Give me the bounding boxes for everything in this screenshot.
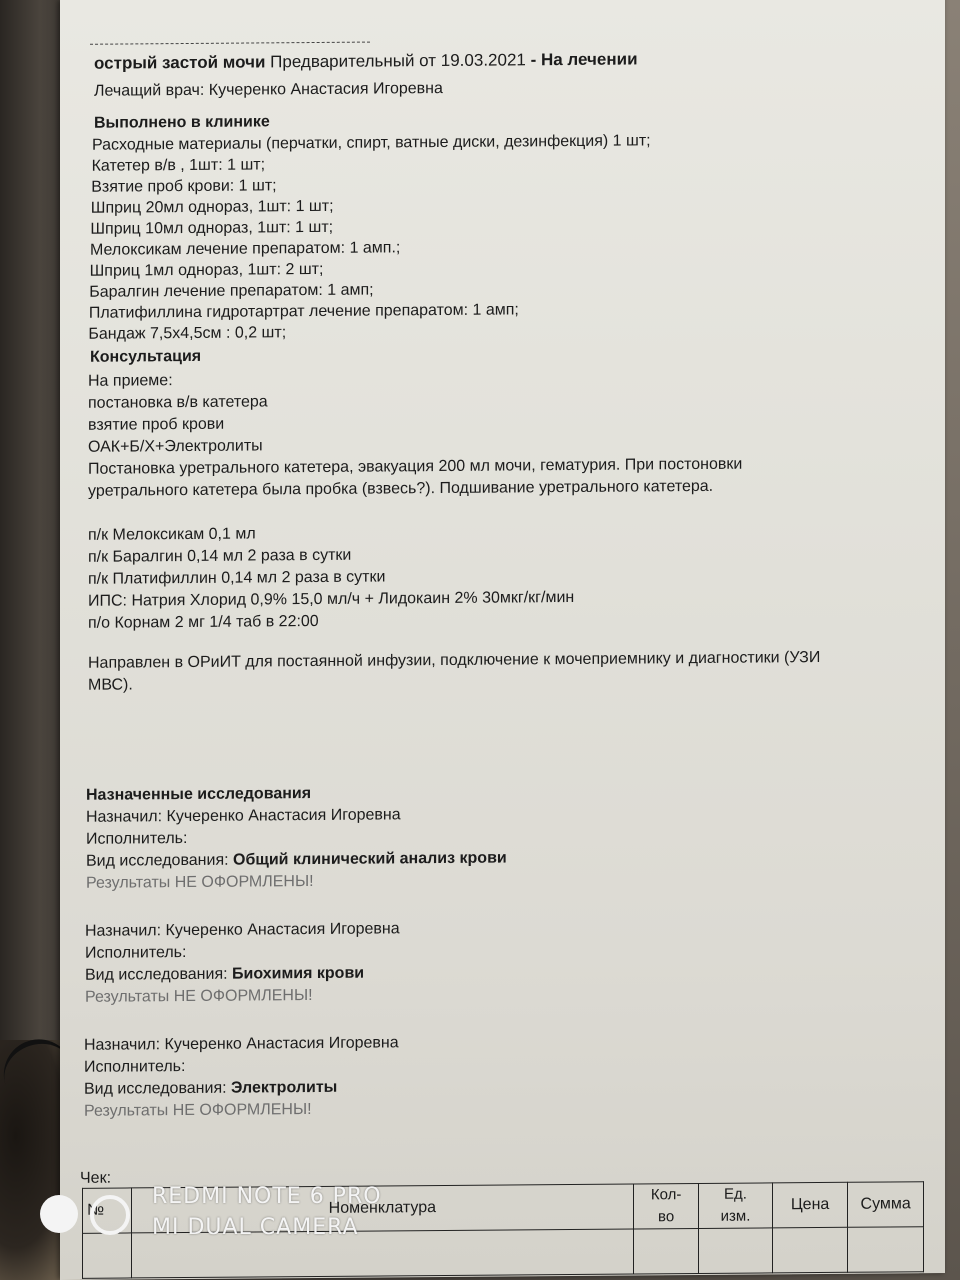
document-content	[84, 31, 930, 1120]
assigned-label: Назначил:	[84, 1036, 165, 1054]
diagnosis-line	[94, 49, 638, 73]
consultation-note: постановка в/в катетера	[88, 393, 268, 412]
diagnosis-date: Предварительный от 19.03.2021	[265, 50, 526, 72]
performed-item: Баралгин лечение препаратом: 1 амп;	[89, 281, 374, 301]
watermark-camera: MI DUAL CAMERA	[152, 1215, 359, 1240]
consultation-title: Консультация	[90, 347, 202, 366]
study-type	[84, 1078, 337, 1100]
consultation-note: На приеме:	[88, 372, 173, 390]
performed-title: Выполнено в клинике	[94, 113, 270, 132]
study-result: Результаты НЕ ОФОРМЛЕНЫ!	[86, 873, 314, 892]
medication-item: п/о Корнам 2 мг 1/4 таб в 22:00	[88, 612, 319, 632]
performed-item: Расходные материалы (перчатки, спирт, ватные диски, дезинфекция) 1 шт;	[92, 132, 651, 154]
study-type-value: Электролиты	[231, 1078, 338, 1097]
assigned-doctor: Кучеренко Анастасия Игоревна	[165, 920, 400, 940]
col-number: №	[83, 1188, 132, 1233]
medication-item: п/к Мелоксикам 0,1 мл	[88, 525, 256, 544]
check-cell	[848, 1227, 924, 1273]
study-type-label: Вид исследования:	[84, 1079, 231, 1098]
col-price: Цена	[772, 1182, 848, 1228]
study-executor: Исполнитель:	[84, 1058, 186, 1076]
study-assigned	[86, 805, 401, 827]
study-type-label: Вид исследования:	[85, 965, 232, 984]
check-label: Чек:	[80, 1169, 112, 1187]
studies-title: Назначенные исследования	[86, 785, 312, 804]
study-type	[85, 964, 364, 986]
medication-item: ИПС: Натрия Хлорид 0,9% 15,0 мл/ч + Лидокаин 2% 30мкг/кг/мин	[88, 588, 575, 610]
performed-item: Взятие проб крови: 1 шт;	[91, 177, 277, 196]
medication-item: п/к Платифиллин 0,14 мл 2 раза в сутки	[88, 568, 386, 588]
col-nomenclature: Номенклатура	[131, 1184, 633, 1233]
consultation-note: взятие проб крови	[88, 415, 225, 434]
check-cell	[83, 1233, 132, 1278]
document-page	[60, 0, 945, 1280]
consultation-note: ОАК+Б/Х+Электролиты	[88, 437, 263, 456]
watermark-model: REDMI NOTE 6 PRO	[152, 1184, 382, 1209]
performed-item: Шприц 10мл однораз, 1шт: 1 шт;	[90, 218, 334, 238]
performed-item: Шприц 20мл однораз, 1шт: 1 шт;	[90, 197, 334, 217]
referral-text: Направлен в ОРиИТ для постаянной инфузии, подключение к мочеприемнику и диагностики (УЗИ	[88, 649, 821, 672]
consultation-note: Постановка уретрального катетера, эвакуация 200 мл мочи, гематурия. При постоновки	[88, 455, 743, 478]
performed-item: Платифиллина гидротартрат лечение препаратом: 1 амп;	[88, 301, 519, 322]
watermark-ring-icon	[90, 1195, 130, 1235]
performed-item: Катетер в/в , 1шт: 1 шт;	[91, 156, 266, 175]
top-dashed-line	[90, 42, 370, 45]
study-type-value: Биохимия крови	[232, 964, 365, 983]
performed-item: Мелоксикам лечение препаратом: 1 амп.;	[90, 239, 401, 259]
performed-item: Бандаж 7,5х4,5см : 0,2 шт;	[88, 324, 287, 343]
study-assigned	[85, 919, 400, 941]
col-unit: Ед. изм.	[699, 1183, 773, 1229]
check-cell	[772, 1227, 848, 1273]
study-result: Результаты НЕ ОФОРМЛЕНЫ!	[85, 987, 313, 1006]
attending-doctor: Лечащий врач: Кучеренко Анастасия Игоревна	[94, 79, 443, 100]
study-type-value: Общий клинический анализ крови	[233, 849, 507, 869]
referral-text: МВС).	[88, 676, 133, 694]
check-cell	[633, 1228, 698, 1274]
study-executor: Исполнитель:	[85, 944, 187, 962]
watermark-dot-icon	[40, 1195, 78, 1233]
col-quantity: Кол- во	[633, 1183, 698, 1229]
assigned-doctor: Кучеренко Анастасия Игоревна	[166, 806, 401, 826]
camera-watermark-logo	[40, 1195, 140, 1235]
study-type	[86, 848, 507, 871]
check-cell	[699, 1228, 773, 1274]
assigned-doctor: Кучеренко Анастасия Игоревна	[164, 1034, 399, 1054]
medication-item: п/к Баралгин 0,14 мл 2 раза в сутки	[88, 546, 352, 566]
col-sum: Сумма	[848, 1182, 924, 1228]
treatment-status: - На лечении	[525, 49, 638, 70]
assigned-label: Назначил:	[85, 922, 166, 940]
study-result: Результаты НЕ ОФОРМЛЕНЫ!	[84, 1101, 312, 1120]
performed-item: Шприц 1мл однораз, 1шт: 2 шт;	[89, 260, 324, 280]
consultation-note: уретрального катетера была пробка (взвесь?). Подшивание уретрального катетера.	[88, 477, 714, 500]
study-type-label: Вид исследования:	[86, 851, 233, 870]
study-executor: Исполнитель:	[86, 829, 188, 848]
study-assigned	[84, 1033, 399, 1055]
assigned-label: Назначил:	[86, 808, 167, 826]
diagnosis: острый застой мочи	[94, 52, 266, 73]
